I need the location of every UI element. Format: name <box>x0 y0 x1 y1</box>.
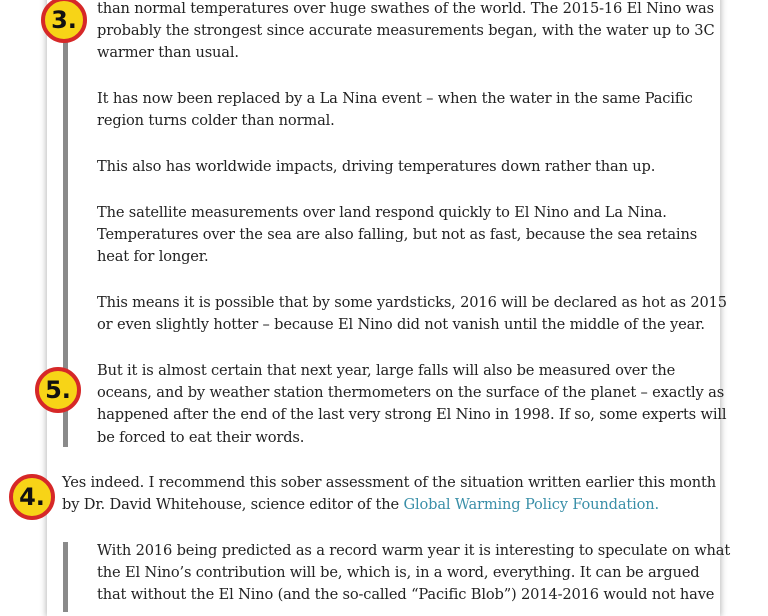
text-line: that without the El Nino (and the so-called “Pacific Blob”) 2014-2016 would not have <box>97 586 715 604</box>
number-badge-5: 5. <box>35 367 81 413</box>
text-line: oceans, and by weather station thermometers on the surface of the planet – exactly as <box>97 384 725 402</box>
blockquote-bar <box>63 542 68 612</box>
quote-paragraph <box>97 88 693 132</box>
text-line: region turns colder than normal. <box>97 112 335 130</box>
quote-paragraph <box>97 202 697 269</box>
text-line: This means it is possible that by some yardsticks, 2016 will be declared as hot as 2015 <box>97 294 727 311</box>
text-line: probably the strongest since accurate measurements began, with the water up to 3C <box>97 22 715 40</box>
text-line: than normal temperatures over huge swathes of the world. The 2015-16 El Nino was <box>97 0 714 17</box>
quote-paragraph <box>97 360 726 449</box>
text-line: the El Nino’s contribution will be, which is, in a word, everything. It can be argued <box>97 564 700 582</box>
text-line: heat for longer. <box>97 248 209 266</box>
quote-paragraph <box>97 0 714 65</box>
quote-paragraph <box>97 292 727 336</box>
text-line: Yes indeed. I recommend this sober assessment of the situation written earlier this month <box>62 474 716 491</box>
text-segment: by Dr. David Whitehouse, science editor of the <box>62 496 404 514</box>
text-line: be forced to eat their words. <box>97 428 305 446</box>
text-line: This also has worldwide impacts, driving temperatures down rather than up. <box>97 158 656 175</box>
text-line: warmer than usual. <box>97 44 239 62</box>
text-line: The satellite measurements over land respond quickly to El Nino and La Nina. <box>97 204 667 221</box>
text-line: With 2016 being predicted as a record warm year it is interesting to speculate on what <box>97 542 731 559</box>
gwpf-link[interactable]: Global Warming Policy Foundation. <box>403 496 659 514</box>
text-line: happened after the end of the last very strong El Nino in 1998. If so, some experts will <box>97 406 727 424</box>
number-badge-3: 3. <box>41 0 87 43</box>
text-line: But it is almost certain that next year, large falls will also be measured over the <box>97 362 676 379</box>
number-badge-4: 4. <box>9 474 55 520</box>
commentary-paragraph <box>62 472 716 516</box>
quote-paragraph <box>97 540 730 607</box>
text-line: or even slightly hotter – because El Nino did not vanish until the middle of the year. <box>97 316 705 334</box>
text-line: Temperatures over the sea are also falling, but not as fast, because the sea retains <box>97 226 698 244</box>
text-line <box>62 494 716 516</box>
text-line: It has now been replaced by a La Nina event – when the water in the same Pacific <box>97 90 693 107</box>
quote-paragraph <box>97 156 655 178</box>
